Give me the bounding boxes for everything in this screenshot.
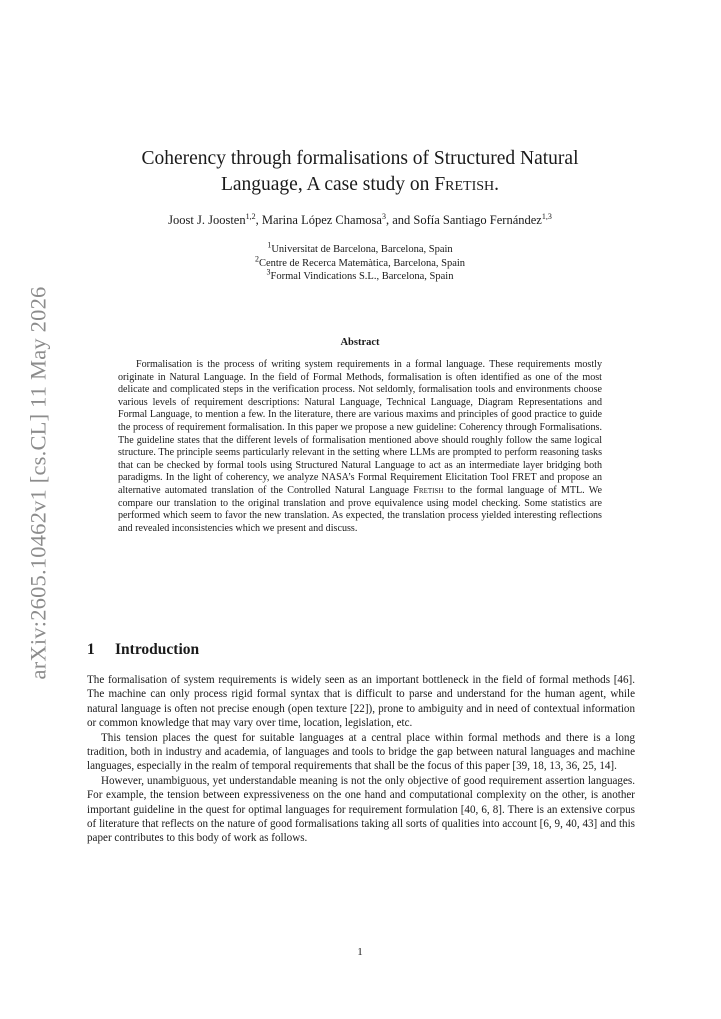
affiliation-2-text: Centre de Recerca Matemàtica, Barcelona, Spain: [258, 257, 466, 269]
affiliation-3-text: Formal Vindications S.L., Barcelona, Spain: [270, 271, 454, 282]
affiliation-2-sup: 2: [254, 254, 259, 263]
affiliation-3: [150, 267, 570, 284]
affiliation-1: [150, 240, 570, 257]
section-heading: [87, 641, 635, 659]
author-3-affil: 1,3: [541, 211, 552, 221]
section-number: 1: [87, 641, 95, 658]
author-2-name: Marina López Chamosa: [261, 213, 382, 227]
author-list: [80, 212, 640, 228]
arxiv-stamp: [18, 286, 58, 679]
author-sep-2: , and: [385, 213, 414, 227]
intro-paragraph-3: However, unambiguous, yet understandable meaning is not the only objective of good requirement assertion languages. For example, the tension between expressiveness on the one hand and computational complexity on the other, is another important guideline in the quest for optimal languages for requirement formulation [40, 6, 8]. There is an extensive corpus of literature that reflects on the nature of good formalisations taking all sorts of qualities into account [6, 9, 40, 43] and this paper contributes to this body of work as follows.: [87, 774, 635, 845]
author-1-affil: 1,2: [245, 211, 256, 221]
affiliation-3-sup: 3: [266, 267, 271, 277]
affiliation-2: [150, 254, 570, 271]
introduction-body: [87, 673, 635, 846]
author-1-name: Joost J. Joosten: [168, 213, 246, 227]
paper-title: [95, 146, 625, 198]
title-fretish: Fretish: [434, 174, 495, 195]
arxiv-identifier: arXiv:2605.10462v1 [cs.CL] 11 May 2026: [25, 286, 50, 679]
abstract-body: [118, 359, 602, 535]
section-title: Introduction: [115, 641, 200, 658]
abstract-heading: Abstract: [340, 337, 380, 348]
affiliation-1-sup: 1: [267, 240, 272, 250]
author-sep-1: ,: [255, 213, 262, 227]
intro-paragraph-1: The formalisation of system requirements is widely seen as an important bottleneck in the field of formal methods [46]. The machine can only process rigid formal syntax that is difficult to parse and understand for the human agent, while natural language is often not precise enough (open texture [22]), prone to ambiguity and in need of contextual information or common knowledge that may vary over time, location, legislation, etc.: [87, 674, 635, 730]
title-line-2-prefix: Language, A case study on: [220, 174, 435, 195]
author-2-affil: 3: [381, 211, 386, 221]
affiliation-1-text: Universitat de Barcelona, Barcelona, Spain: [271, 244, 453, 255]
title-line-1: Coherency through formalisations of Structured Natural: [141, 148, 579, 169]
abstract-text-1: Formalisation is the process of writing system requirements in a formal language. These requirements mostly originate in Natural Language. In the field of Formal Methods, formalisation is often identified as one of the most delicate and complicated steps in the verification process. Not seldomly, formalisation tools and environments choose various levels of requirement descriptions: Natural Language, Technical Language, Diagram Representations and Formal Language, to mention a few. In the literature, there are various maxims and principles of good practice to guide the process of requirement formalisation. In this paper we propose a new guideline: Coherency through Formalisations. The guideline states that the different levels of formalisation mentioned above should roughly follow the same logical structure. The principle seems particularly relevant in the setting where LLMs are prompted to perform reasoning tasks that can be checked by formal tools using Structured Natural Language to act as an intermediate layer bridging both paradigms. In the light of coherency, we analyze NASA’s Formal Requirement Elicitation Tool FRET and propose an alternative automated translation of the Controlled Natural Language: [118, 359, 602, 496]
abstract-text-2: to the formal language of MTL. We compare our translation to the original translation and prove equivalence using model checking. Some statistics are performed which seem to favor the new translation. As expected, the translation process yielded interesting reflections and revealed inconsistencies which we present and discuss.: [118, 484, 602, 534]
page-number: 1: [357, 946, 363, 958]
intro-paragraph-2: This tension places the quest for suitable languages at a central place within formal methods and there is a long tradition, both in industry and academia, of languages and tools to bridge the gap between natural languages and machine languages, especially in the realm of temporal requirements that shall be the focus of this paper [39, 18, 13, 36, 25, 14].: [87, 731, 635, 773]
abstract-fretish: Fretish: [413, 484, 444, 496]
title-line-2-suffix: .: [494, 174, 500, 195]
author-3-name: Sofía Santiago Fernández: [413, 213, 542, 227]
affiliations: [150, 240, 570, 284]
